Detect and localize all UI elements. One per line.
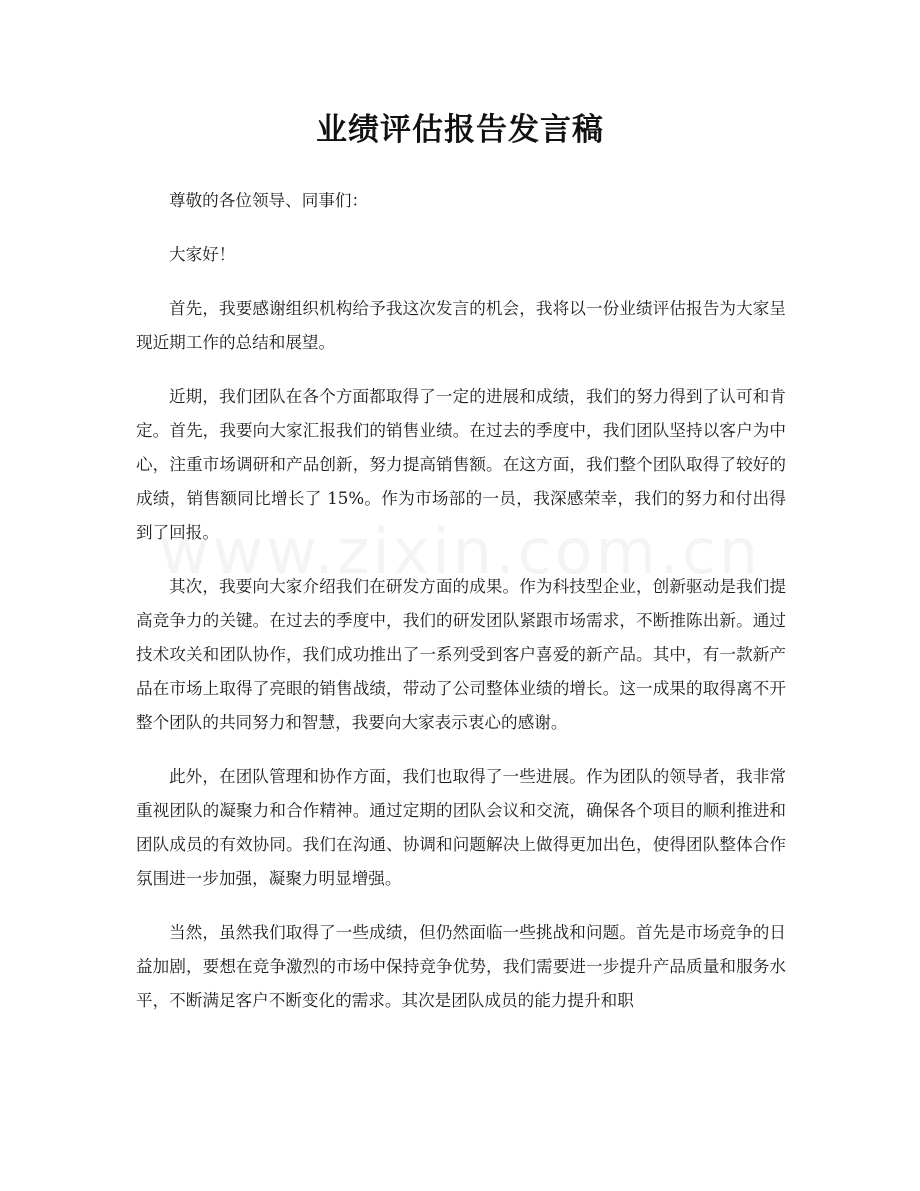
paragraph-intro: 首先，我要感谢组织机构给予我这次发言的机会，我将以一份业绩评估报告为大家呈现近期工作的总结和展望。	[136, 299, 786, 352]
paragraph-team: 此外，在团队管理和协作方面，我们也取得了一些进展。作为团队的领导者，我非常重视团队的凝聚力和合作精神。通过定期的团队会议和交流，确保各个项目的顺利推进和团队成员的有效协同。我们在沟通、协调和问题解决上做得更加出色，使得团队整体合作氛围进一步加强，凝聚力明显增强。	[136, 767, 786, 888]
paragraph-sales: 近期，我们团队在各个方面都取得了一定的进展和成绩，我们的努力得到了认可和肯定。首先，我要向大家汇报我们的销售业绩。在过去的季度中，我们团队坚持以客户为中心，注重市场调研和产品创新，努力提高销售额。在这方面，我们整个团队取得了较好的成绩，销售额同比增长了 15%。作为市场部的一员，我深感荣幸，我们的努力和付出得到了回报。	[136, 387, 786, 542]
salutation: 尊敬的各位领导、同事们：	[169, 191, 369, 210]
paragraph-rd: 其次，我要向大家介绍我们在研发方面的成果。作为科技型企业，创新驱动是我们提高竞争力的关键。在过去的季度中，我们的研发团队紧跟市场需求，不断推陈出新。通过技术攻关和团队协作，我们成功推出了一系列受到客户喜爱的新产品。其中，有一款新产品在市场上取得了亮眼的销售战绩，带动了公司整体业绩的增长。这一成果的取得离不开整个团队的共同努力和智慧，我要向大家表示衷心的感谢。	[136, 577, 786, 732]
paragraph-challenges: 当然，虽然我们取得了一些成绩，但仍然面临一些挑战和问题。首先是市场竞争的日益加剧，要想在竞争激烈的市场中保持竞争优势，我们需要进一步提升产品质量和服务水平，不断满足客户不断变化的需求。其次是团队成员的能力提升和职	[136, 923, 786, 1010]
document-title: 业绩评估报告发言稿	[316, 112, 604, 148]
document-body	[136, 184, 786, 1038]
greeting: 大家好！	[169, 245, 236, 264]
